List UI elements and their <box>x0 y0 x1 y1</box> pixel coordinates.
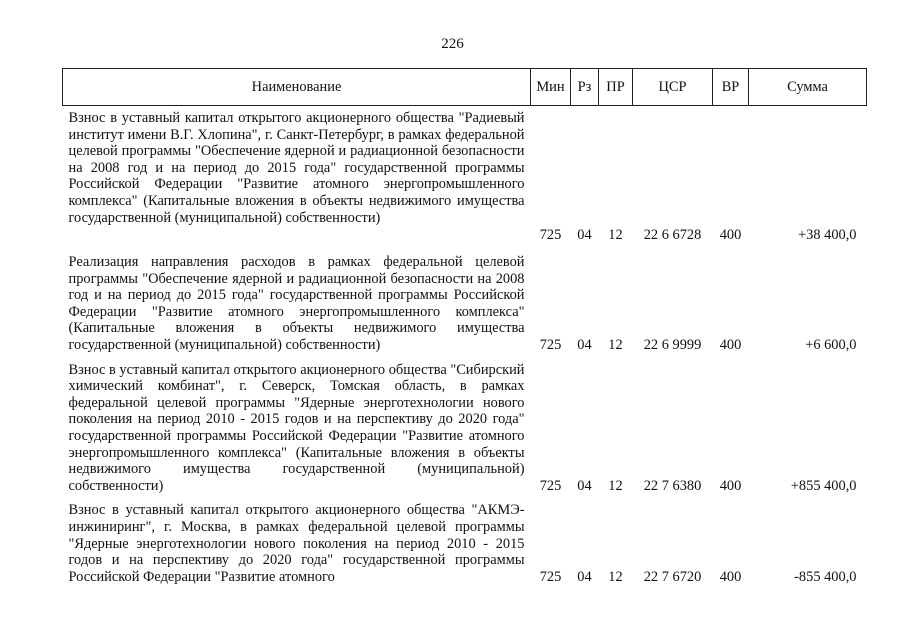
row-vr: 400 <box>719 336 742 353</box>
table-row <box>63 106 867 251</box>
table-row <box>63 250 867 358</box>
row-sum: -855 400,0 <box>794 568 857 585</box>
row-pr: 12 <box>608 227 623 244</box>
row-min: 725 <box>539 477 562 494</box>
header-vr: ВР <box>713 69 749 106</box>
row-name: Взнос в уставный капитал открытого акционерного общества "Сибирский химический комбинат", г. Северск, Томская область, в рамках федеральной целевой программы "Ядерные энерготехнологии нового поколения на период 2010 - 2015 годов и на перспективу до 2020 года" государственной программы Российской Федерации "Развитие атомного энергопромышленного комплекса" (Капитальные вложения в объекты недвижимого имущества государственной (муниципальной) собственности) <box>68 361 525 494</box>
table-row <box>63 498 867 589</box>
row-csr: 22 7 6380 <box>643 477 702 494</box>
row-name: Взнос в уставный капитал открытого акционерного общества "Радиевый институт имени В.Г. Хлопина", г. Санкт-Петербург, в рамках федеральной целевой программы "Обеспечение ядерной и радиационной безопасности на 2008 год и на период до 2015 года" государственной программы Российской Федерации "Развитие атомного энергопромышленного комплекса" (Капитальные вложения в объекты недвижимого имущества государственной (муниципальной) собственности) <box>68 110 525 226</box>
row-pr: 12 <box>608 568 623 585</box>
row-sum: +6 600,0 <box>805 336 857 353</box>
row-sum: +855 400,0 <box>790 477 857 494</box>
row-rz: 04 <box>577 477 592 494</box>
row-sum: +38 400,0 <box>798 227 857 244</box>
header-sum: Сумма <box>749 69 867 106</box>
budget-table <box>62 68 867 589</box>
table-row <box>63 358 867 499</box>
row-csr: 22 6 6728 <box>643 227 702 244</box>
header-min: Мин <box>531 69 571 106</box>
row-vr: 400 <box>719 568 742 585</box>
row-min: 725 <box>539 568 562 585</box>
table-header <box>63 69 867 106</box>
row-name: Взнос в уставный капитал открытого акционерного общества "АКМЭ-инжиниринг", г. Москва, в рамках федеральной целевой программы "Ядерные энерготехнологии нового поколения на период 2010 - 2015 годов и на перспективу до 2020 года" государственной программы Российской Федерации "Развитие атомного <box>68 502 525 585</box>
row-name: Реализация направления расходов в рамках федеральной целевой программы "Обеспечение ядерной и радиационной безопасности на 2008 год и на период до 2015 года" государственной программы Российской Федерации "Развитие атомного энергопромышленного комплекса" (Капитальные вложения в объекты недвижимого имущества государственной (муниципальной) собственности) <box>68 254 525 353</box>
table-body <box>63 106 867 590</box>
header-rz: Рз <box>571 69 599 106</box>
row-pr: 12 <box>608 477 623 494</box>
row-min: 725 <box>539 227 562 244</box>
page-number: 226 <box>441 36 464 52</box>
header-row <box>63 69 867 106</box>
row-min: 725 <box>539 336 562 353</box>
row-vr: 400 <box>719 477 742 494</box>
header-pr: ПР <box>599 69 633 106</box>
row-rz: 04 <box>577 336 592 353</box>
row-vr: 400 <box>719 227 742 244</box>
row-csr: 22 6 9999 <box>643 336 702 353</box>
header-name: Наименование <box>63 69 531 106</box>
header-csr: ЦСР <box>633 69 713 106</box>
row-pr: 12 <box>608 336 623 353</box>
row-rz: 04 <box>577 227 592 244</box>
row-csr: 22 7 6720 <box>643 568 702 585</box>
row-rz: 04 <box>577 568 592 585</box>
